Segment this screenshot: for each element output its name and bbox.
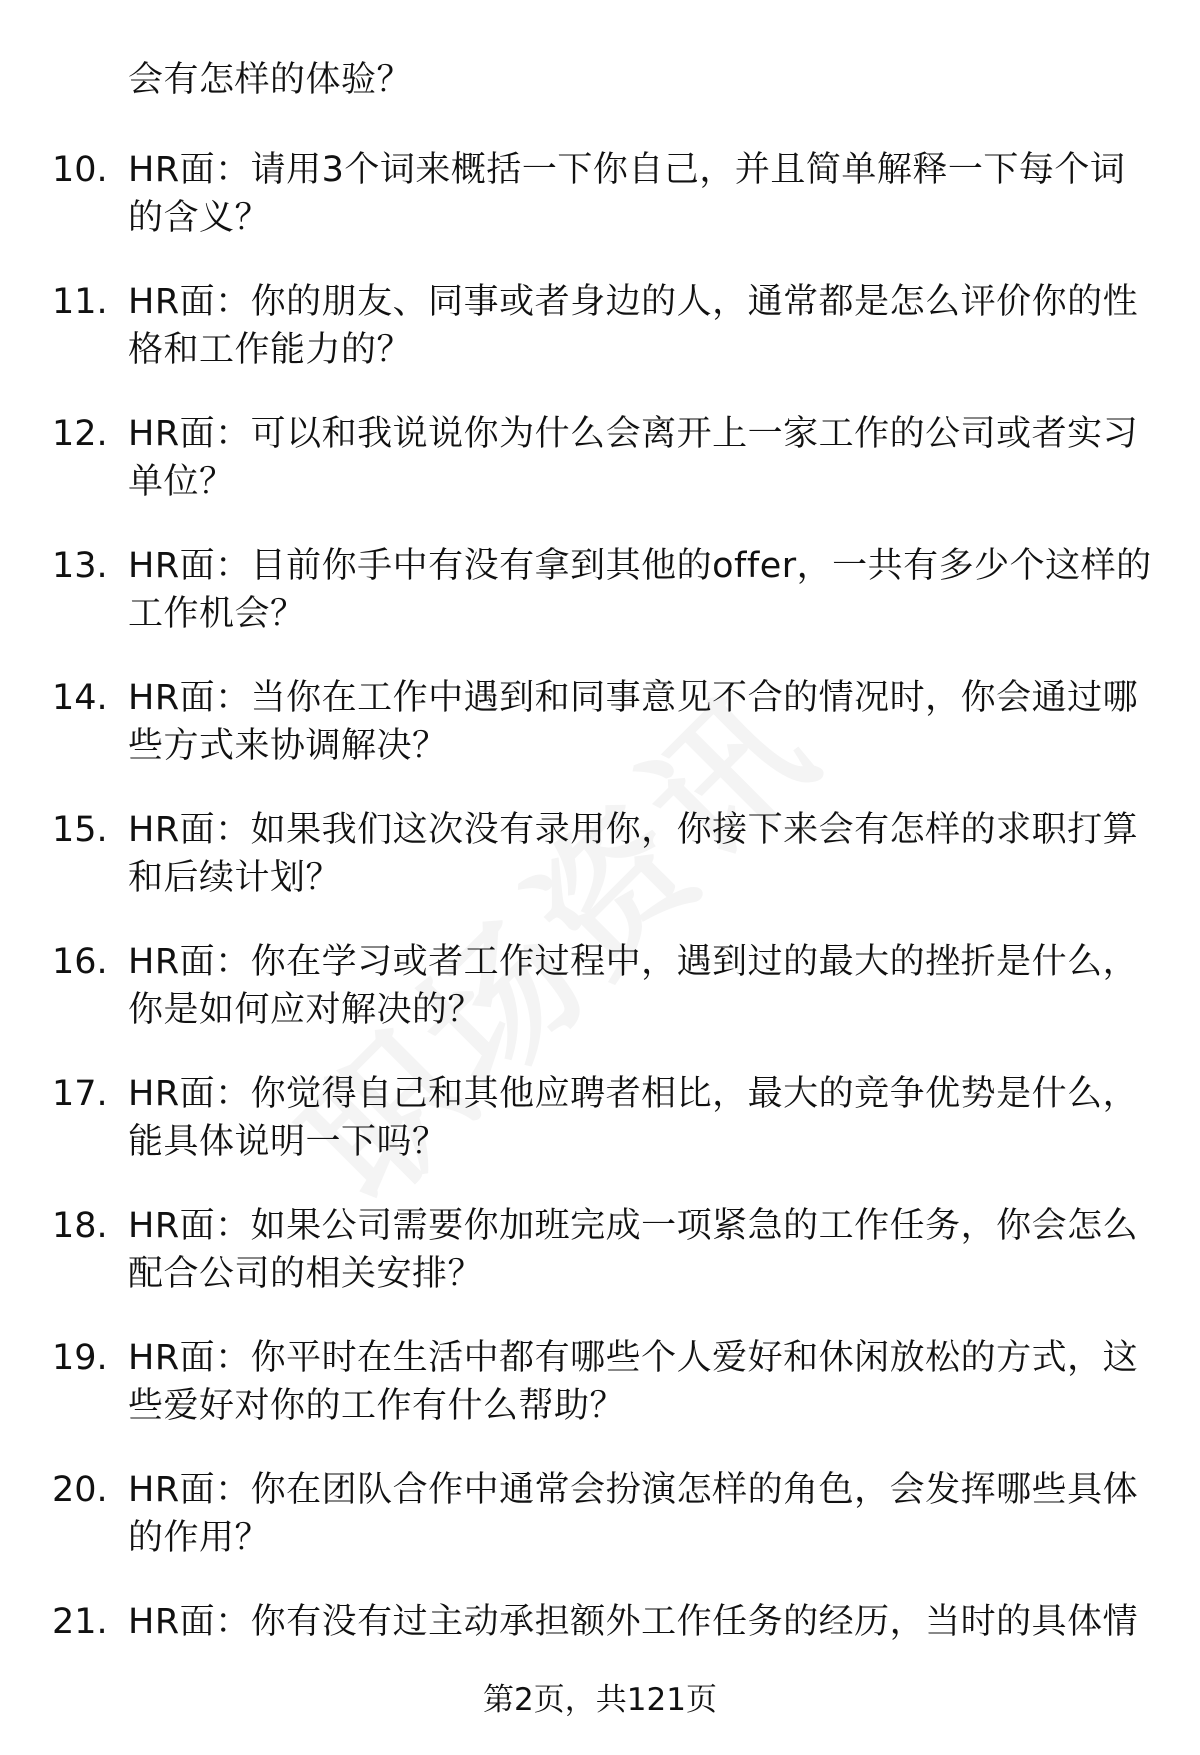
question-text: HR面：当你在工作中遇到和同事意见不合的情况时，你会通过哪些方式来协调解决？ xyxy=(128,678,1139,766)
question-number: 17. xyxy=(52,1074,108,1114)
question-number: 21. xyxy=(52,1602,108,1642)
list-item xyxy=(0,806,1200,938)
question-text: HR面：请用3个词来概括一下你自己，并且简单解释一下每个词的含义？ xyxy=(128,150,1126,238)
question-number: 13. xyxy=(52,546,108,586)
list-item xyxy=(0,410,1200,542)
question-number: 14. xyxy=(52,678,108,718)
question-number: 15. xyxy=(52,810,108,850)
question-text: HR面：你有没有过主动承担额外工作任务的经历，当时的具体情 xyxy=(128,1602,1139,1642)
list-item xyxy=(0,278,1200,410)
question-number: 10. xyxy=(52,150,108,190)
question-number: 12. xyxy=(52,414,108,454)
list-item xyxy=(0,1070,1200,1202)
list-item xyxy=(0,938,1200,1070)
question-list xyxy=(0,146,1200,1658)
question-text: HR面：如果公司需要你加班完成一项紧急的工作任务，你会怎么配合公司的相关安排？ xyxy=(128,1206,1139,1294)
question-text: HR面：你的朋友、同事或者身边的人，通常都是怎么评价你的性格和工作能力的？ xyxy=(128,282,1139,370)
list-item xyxy=(0,674,1200,806)
question-number: 16. xyxy=(52,942,108,982)
list-item xyxy=(0,542,1200,674)
question-number: 18. xyxy=(52,1206,108,1246)
question-text: HR面：你在学习或者工作过程中，遇到过的最大的挫折是什么，你是如何应对解决的？ xyxy=(128,942,1139,1030)
list-item xyxy=(0,146,1200,278)
question-number: 20. xyxy=(52,1470,108,1510)
question-text: HR面：你平时在生活中都有哪些个人爱好和休闲放松的方式，这些爱好对你的工作有什么帮助？ xyxy=(128,1338,1139,1426)
question-text: HR面：你在团队合作中通常会扮演怎样的角色，会发挥哪些具体的作用？ xyxy=(128,1470,1139,1558)
question-text: HR面：你觉得自己和其他应聘者相比，最大的竞争优势是什么，能具体说明一下吗？ xyxy=(128,1074,1139,1162)
list-item xyxy=(0,1598,1200,1658)
list-item xyxy=(0,1466,1200,1598)
question-text: HR面：如果我们这次没有录用你，你接下来会有怎样的求职打算和后续计划？ xyxy=(128,810,1139,898)
list-item xyxy=(0,1202,1200,1334)
question-number: 11. xyxy=(52,282,108,322)
question-text: HR面：目前你手中有没有拿到其他的offer，一共有多少个这样的工作机会？ xyxy=(128,546,1152,634)
question-number: 19. xyxy=(52,1338,108,1378)
question-continuation: 会有怎样的体验？ xyxy=(128,60,413,100)
page-footer: 第2页，共121页 xyxy=(483,1682,717,1718)
question-text: HR面：可以和我说说你为什么会离开上一家工作的公司或者实习单位？ xyxy=(128,414,1139,502)
list-item xyxy=(0,1334,1200,1466)
